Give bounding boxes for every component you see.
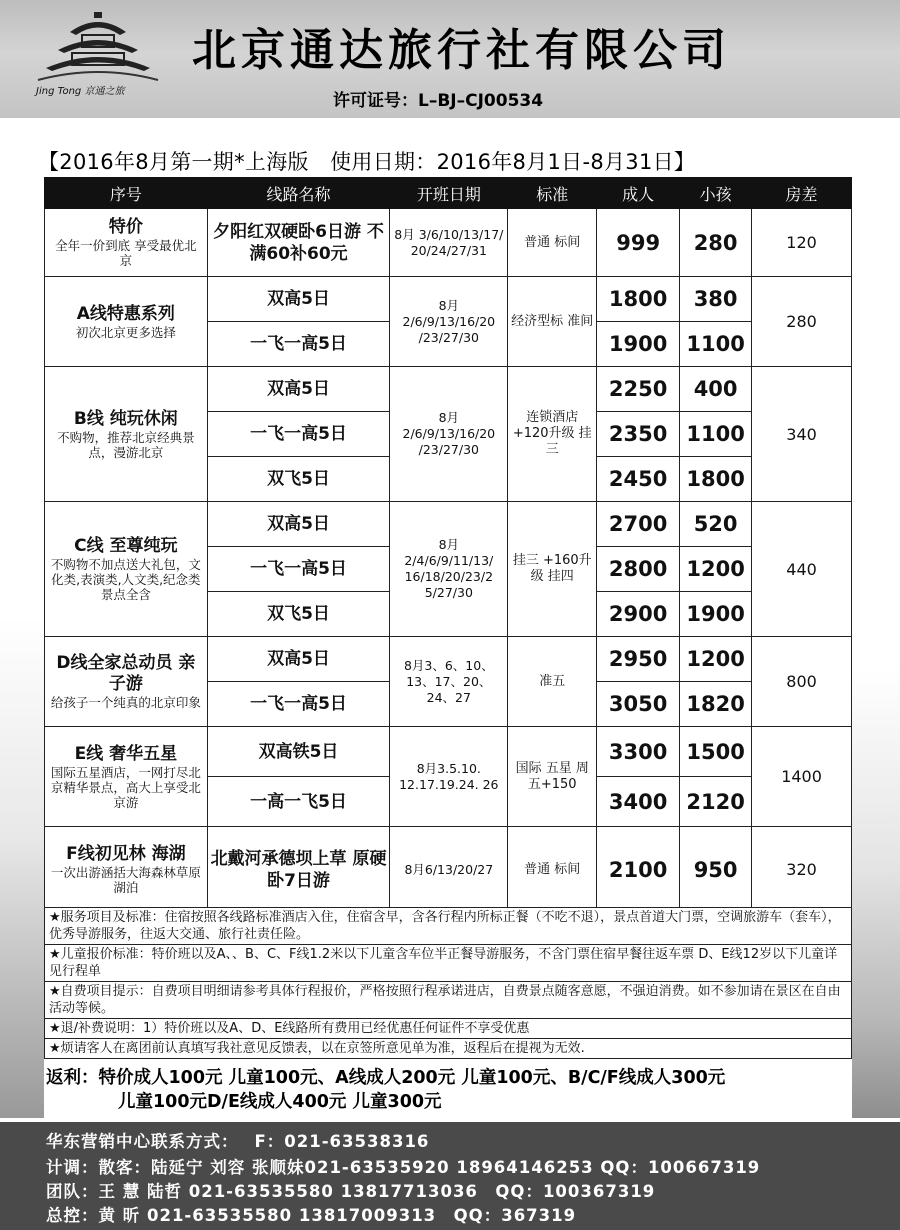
- child-price: 280: [680, 209, 752, 277]
- route-cell: 双高铁5日: [207, 727, 390, 777]
- adult-price: 2800: [597, 547, 680, 592]
- contact-footer: [0, 1122, 900, 1230]
- line-desc: 给孩子一个纯真的北京印象: [50, 695, 201, 710]
- room-diff: 320: [752, 827, 852, 913]
- child-price: 1200: [680, 547, 752, 592]
- room-diff: 120: [752, 209, 852, 277]
- route-cell: 一飞一高5日: [207, 547, 390, 592]
- room-diff: 440: [752, 502, 852, 637]
- route-cell: 双飞5日: [207, 592, 390, 637]
- table-row: [45, 727, 852, 777]
- child-price: 1820: [680, 682, 752, 727]
- route-cell: 一高一飞5日: [207, 777, 390, 827]
- adult-price: 999: [597, 209, 680, 277]
- note-service: ★服务项目及标准：住宿按照各线路标准酒店入住，住宿含早，含各行程内所标正餐（不吃不退），景点首道大门票，空调旅游车（套车），优秀导游服务，往返大交通、旅行社责任险。: [44, 907, 852, 945]
- standard-cell: 连锁酒店 +120升级 挂三: [508, 367, 597, 502]
- col-header: 线路名称: [207, 178, 390, 209]
- route-cell: 一飞一高5日: [207, 412, 390, 457]
- child-price: 1800: [680, 457, 752, 502]
- date-cell: 8月 2/6/9/13/16/20 /23/27/30: [390, 277, 508, 367]
- route-cell: 双高5日: [207, 637, 390, 682]
- child-price: 1200: [680, 637, 752, 682]
- line-cell: [45, 277, 208, 367]
- room-diff: 800: [752, 637, 852, 727]
- child-price: 380: [680, 277, 752, 322]
- line-title: B线 纯玩休闲: [73, 408, 178, 429]
- line-title: 特价: [108, 217, 143, 237]
- line-desc: 不购物不加点送大礼包，文化类,表演类,人文类,纪念类景点全含: [50, 557, 201, 602]
- room-diff: 280: [752, 277, 852, 367]
- note-feedback: ★烦请客人在离团前认真填写我社意见反馈表，以在京签所意见单为准，返程后在提视为无效.: [44, 1039, 852, 1059]
- adult-price: 2900: [597, 592, 680, 637]
- standard-cell: 国际 五星 周五+150: [508, 727, 597, 827]
- table-row: [45, 502, 852, 547]
- adult-price: 3400: [597, 777, 680, 827]
- price-table: [44, 177, 852, 913]
- child-price: 400: [680, 367, 752, 412]
- date-cell: 8月3.5.10. 12.17.19.24. 26: [390, 727, 508, 827]
- date-cell: 8月3、6、10、 13、17、20、 24、27: [390, 637, 508, 727]
- adult-price: 2100: [597, 827, 680, 913]
- table-row: [45, 637, 852, 682]
- route-cell: 北戴河承德坝上草 原硬卧7日游: [207, 827, 390, 913]
- table-header-row: [45, 178, 852, 209]
- adult-price: 2450: [597, 457, 680, 502]
- line-title: E线 奢华五星: [74, 743, 178, 764]
- license-number: 许可证号：L–BJ–CJ00534: [333, 91, 544, 111]
- line-title: F线初见林 海湖: [66, 844, 186, 864]
- line-desc: 全年一价到底 享受最优北京: [55, 238, 197, 268]
- child-price: 2120: [680, 777, 752, 827]
- note-child: ★儿童报价标准：特价班以及A、、B、C、F线1.2米以下儿童含车位半正餐导游服务，不含门票住宿早餐往返车票 D、E线12岁以下儿童详见行程单: [44, 945, 852, 982]
- note-optional: ★自费项目提示：自费项目明细请参考具体行程报价，严格按照行程承诺进店，自费景点随客意愿，不强迫消费。如不参加请在景区在自由活动等候。: [44, 982, 852, 1019]
- notes-section: [44, 907, 852, 1059]
- route-cell: 双高5日: [207, 502, 390, 547]
- room-diff: 1400: [752, 727, 852, 827]
- contact-line-4: 总控：黄 昕 021-63535580 13817009313 QQ：367319: [46, 1206, 577, 1225]
- child-price: 1900: [680, 592, 752, 637]
- line-desc: 一次出游涵括大海森林草原湖泊: [50, 865, 201, 895]
- child-price: 1100: [680, 412, 752, 457]
- route-cell: 双高5日: [207, 367, 390, 412]
- col-header: 房差: [752, 178, 852, 209]
- date-cell: 8月 2/6/9/13/16/20 /23/27/30: [390, 367, 508, 502]
- date-cell: 8月 2/4/6/9/11/13/ 16/18/20/23/2 5/27/30: [390, 502, 508, 637]
- adult-price: 3300: [597, 727, 680, 777]
- rebate-section: [46, 1066, 846, 1114]
- background-left: [0, 118, 44, 1118]
- route-cell: 一飞一高5日: [207, 322, 390, 367]
- adult-price: 3050: [597, 682, 680, 727]
- standard-cell: 经济型标 准间: [508, 277, 597, 367]
- header: [0, 0, 900, 118]
- col-header: 标准: [508, 178, 597, 209]
- adult-price: 2350: [597, 412, 680, 457]
- line-cell: [45, 367, 208, 502]
- adult-price: 2700: [597, 502, 680, 547]
- note-refund: ★退/补费说明：1）特价班以及A、D、E线路所有费用已经优惠任何证件不享受优惠: [44, 1019, 852, 1039]
- company-name: 北京通达旅行社有限公司: [192, 25, 731, 76]
- background-right: [852, 118, 900, 1118]
- line-title: D线全家总动员 亲子游: [56, 653, 196, 694]
- line-desc: 初次北京更多选择: [75, 324, 176, 340]
- col-header: 序号: [45, 178, 208, 209]
- rebate-line-2: 儿童100元D/E线成人400元 儿童300元: [118, 1092, 442, 1112]
- table-row: [45, 827, 852, 913]
- adult-price: 2250: [597, 367, 680, 412]
- table-row: [45, 367, 852, 412]
- line-cell: [45, 502, 208, 637]
- route-cell: 一飞一高5日: [207, 682, 390, 727]
- adult-price: 2950: [597, 637, 680, 682]
- contact-line-3: 团队：王 慧 陆哲 021-63535580 13817713036 QQ：100367319: [46, 1182, 656, 1201]
- rebate-line-1: 返利：特价成人100元 儿童100元、A线成人200元 儿童100元、B/C/F线成人300元: [46, 1068, 726, 1088]
- col-header: 开班日期: [390, 178, 508, 209]
- date-cell: 8月6/13/20/27: [390, 827, 508, 913]
- child-price: 950: [680, 827, 752, 913]
- date-cell: 8月 3/6/10/13/17/ 20/24/27/31: [390, 209, 508, 277]
- line-title: A线特惠系列: [76, 303, 175, 324]
- contact-line-1: 华东营销中心联系方式： F：021-63538316: [46, 1132, 430, 1151]
- child-price: 1100: [680, 322, 752, 367]
- line-cell: [45, 827, 208, 913]
- issue-banner: 【2016年8月第一期*上海版 使用日期：2016年8月1日-8月31日】: [38, 150, 696, 174]
- room-diff: 340: [752, 367, 852, 502]
- logo-text: Jing Tong 京通之旅: [36, 86, 125, 97]
- route-cell: 夕阳红双硬卧6日游 不满60补60元: [207, 209, 390, 277]
- child-price: 1500: [680, 727, 752, 777]
- line-cell: [45, 727, 208, 827]
- standard-cell: 普通 标间: [508, 827, 597, 913]
- table-row: [45, 209, 852, 277]
- line-title: C线 至尊纯玩: [74, 536, 178, 556]
- col-header: 成人: [597, 178, 680, 209]
- logo: [28, 8, 168, 108]
- standard-cell: 准五: [508, 637, 597, 727]
- child-price: 520: [680, 502, 752, 547]
- table-row: [45, 277, 852, 322]
- line-desc: 不购物，推荐北京经典景点，漫游北京: [57, 429, 195, 460]
- contact-line-2: 计调：散客：陆延宁 刘容 张顺妹021-63535920 18964146253 QQ：100667319: [46, 1158, 761, 1177]
- adult-price: 1800: [597, 277, 680, 322]
- line-cell: [45, 637, 208, 727]
- adult-price: 1900: [597, 322, 680, 367]
- route-cell: 双高5日: [207, 277, 390, 322]
- standard-cell: 挂三 +160升级 挂四: [508, 502, 597, 637]
- route-cell: 双飞5日: [207, 457, 390, 502]
- line-desc: 国际五星酒店，一网打尽北京精华景点，高大上享受北京游: [50, 764, 201, 810]
- col-header: 小孩: [680, 178, 752, 209]
- line-cell: [45, 209, 208, 277]
- standard-cell: 普通 标间: [508, 209, 597, 277]
